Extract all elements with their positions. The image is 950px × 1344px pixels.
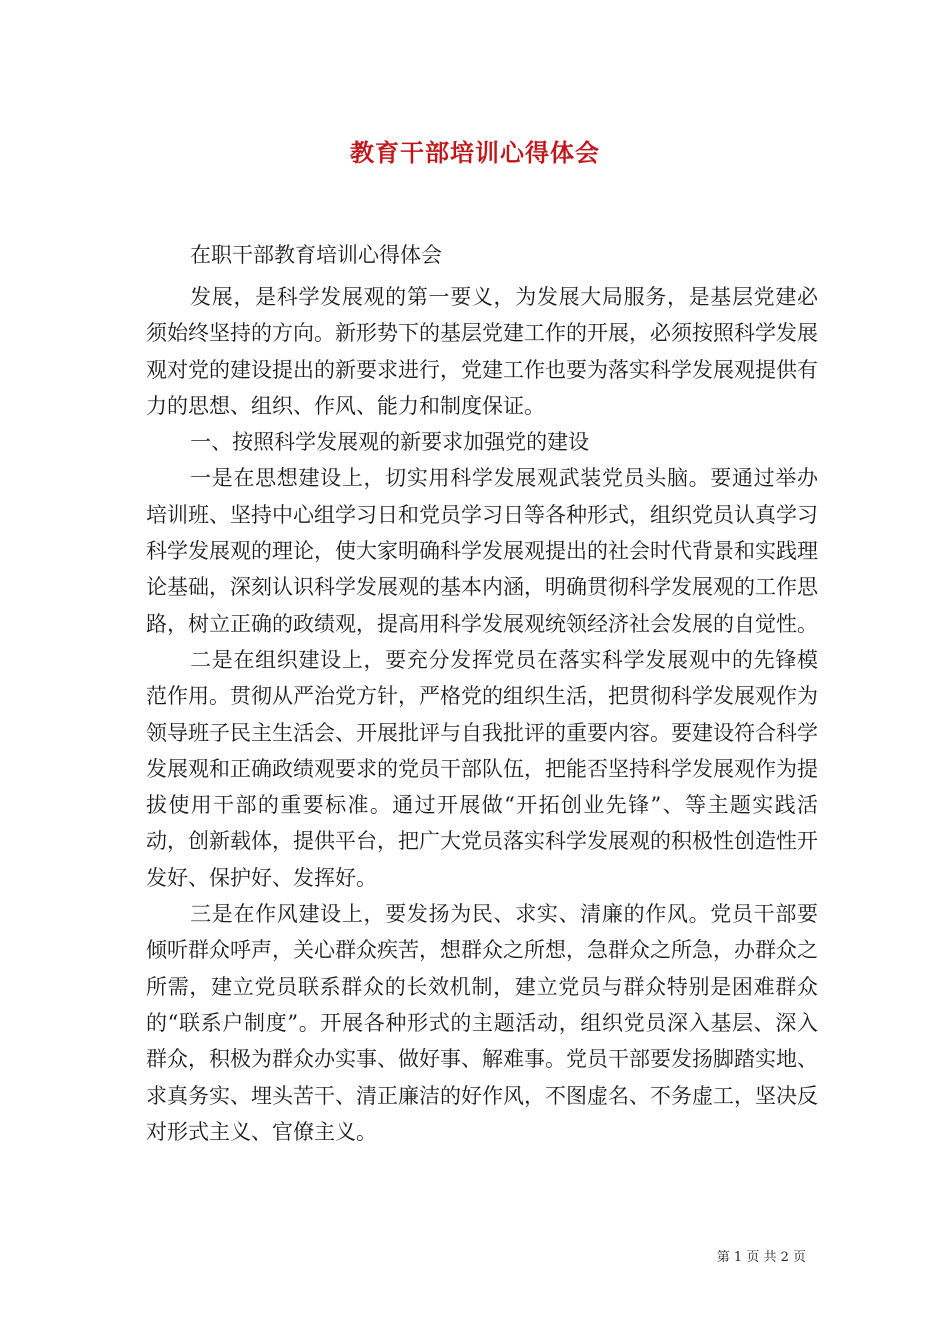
page-number: 第 1 页 共 2 页: [716, 1250, 806, 1265]
paragraph-ideology: 一是在思想建设上，切实用科学发展观武装党员头脑。要通过举办培训班、坚持中心组学习日和党员学习日等各种形式，组织党员认真学习科学发展观的理论，使大家明确科学发展观提出的社会时代背景和实践理论基础，深刻认识科学发展观的基本内涵，明确贯彻科学发展观的工作思路，树立正确的政绩观，提高用科学发展观统领经济社会发展的自觉性。: [146, 466, 818, 636]
document-subtitle: 在职干部教育培训心得体会: [190, 243, 442, 267]
document-body: [146, 279, 818, 1150]
paragraph-organization: 二是在组织建设上，要充分发挥党员在落实科学发展观中的先锋模范作用。贯彻从严治党方针，严格党的组织生活，把贯彻科学发展观作为领导班子民主生活会、开展批评与自我批评的重要内容。要建设符合科学发展观和正确政绩观要求的党员干部队伍，把能否坚持科学发展观作为提拔使用干部的重要标准。通过开展做“开拓创业先锋”、等主题实践活动，创新载体，提供平台，把广大党员落实科学发展观的积极性创造性开发好、保护好、发挥好。: [146, 647, 818, 890]
paragraph-intro: 发展，是科学发展观的第一要义，为发展大局服务，是基层党建必须始终坚持的方向。新形势下的基层党建工作的开展，必须按照科学发展观对党的建设提出的新要求进行，党建工作也要为落实科学发展观提供有力的思想、组织、作风、能力和制度保证。: [146, 285, 818, 418]
paragraph-work-style: 三是在作风建设上，要发扬为民、求实、清廉的作风。党员干部要倾听群众呼声，关心群众疾苦，想群众之所想，急群众之所急，办群众之所需，建立党员联系群众的长效机制，建立党员与群众特别是困难群众的“联系户制度”。开展各种形式的主题活动，组织党员深入基层、深入群众，积极为群众办实事、做好事、解难事。党员干部要发扬脚踏实地、求真务实、埋头苦干、清正廉洁的好作风，不图虚名、不务虚工，坚决反对形式主义、官僚主义。: [146, 902, 818, 1144]
section-heading: 一、按照科学发展观的新要求加强党的建设: [190, 430, 590, 455]
document-title: 教育干部培训心得体会: [350, 138, 600, 167]
